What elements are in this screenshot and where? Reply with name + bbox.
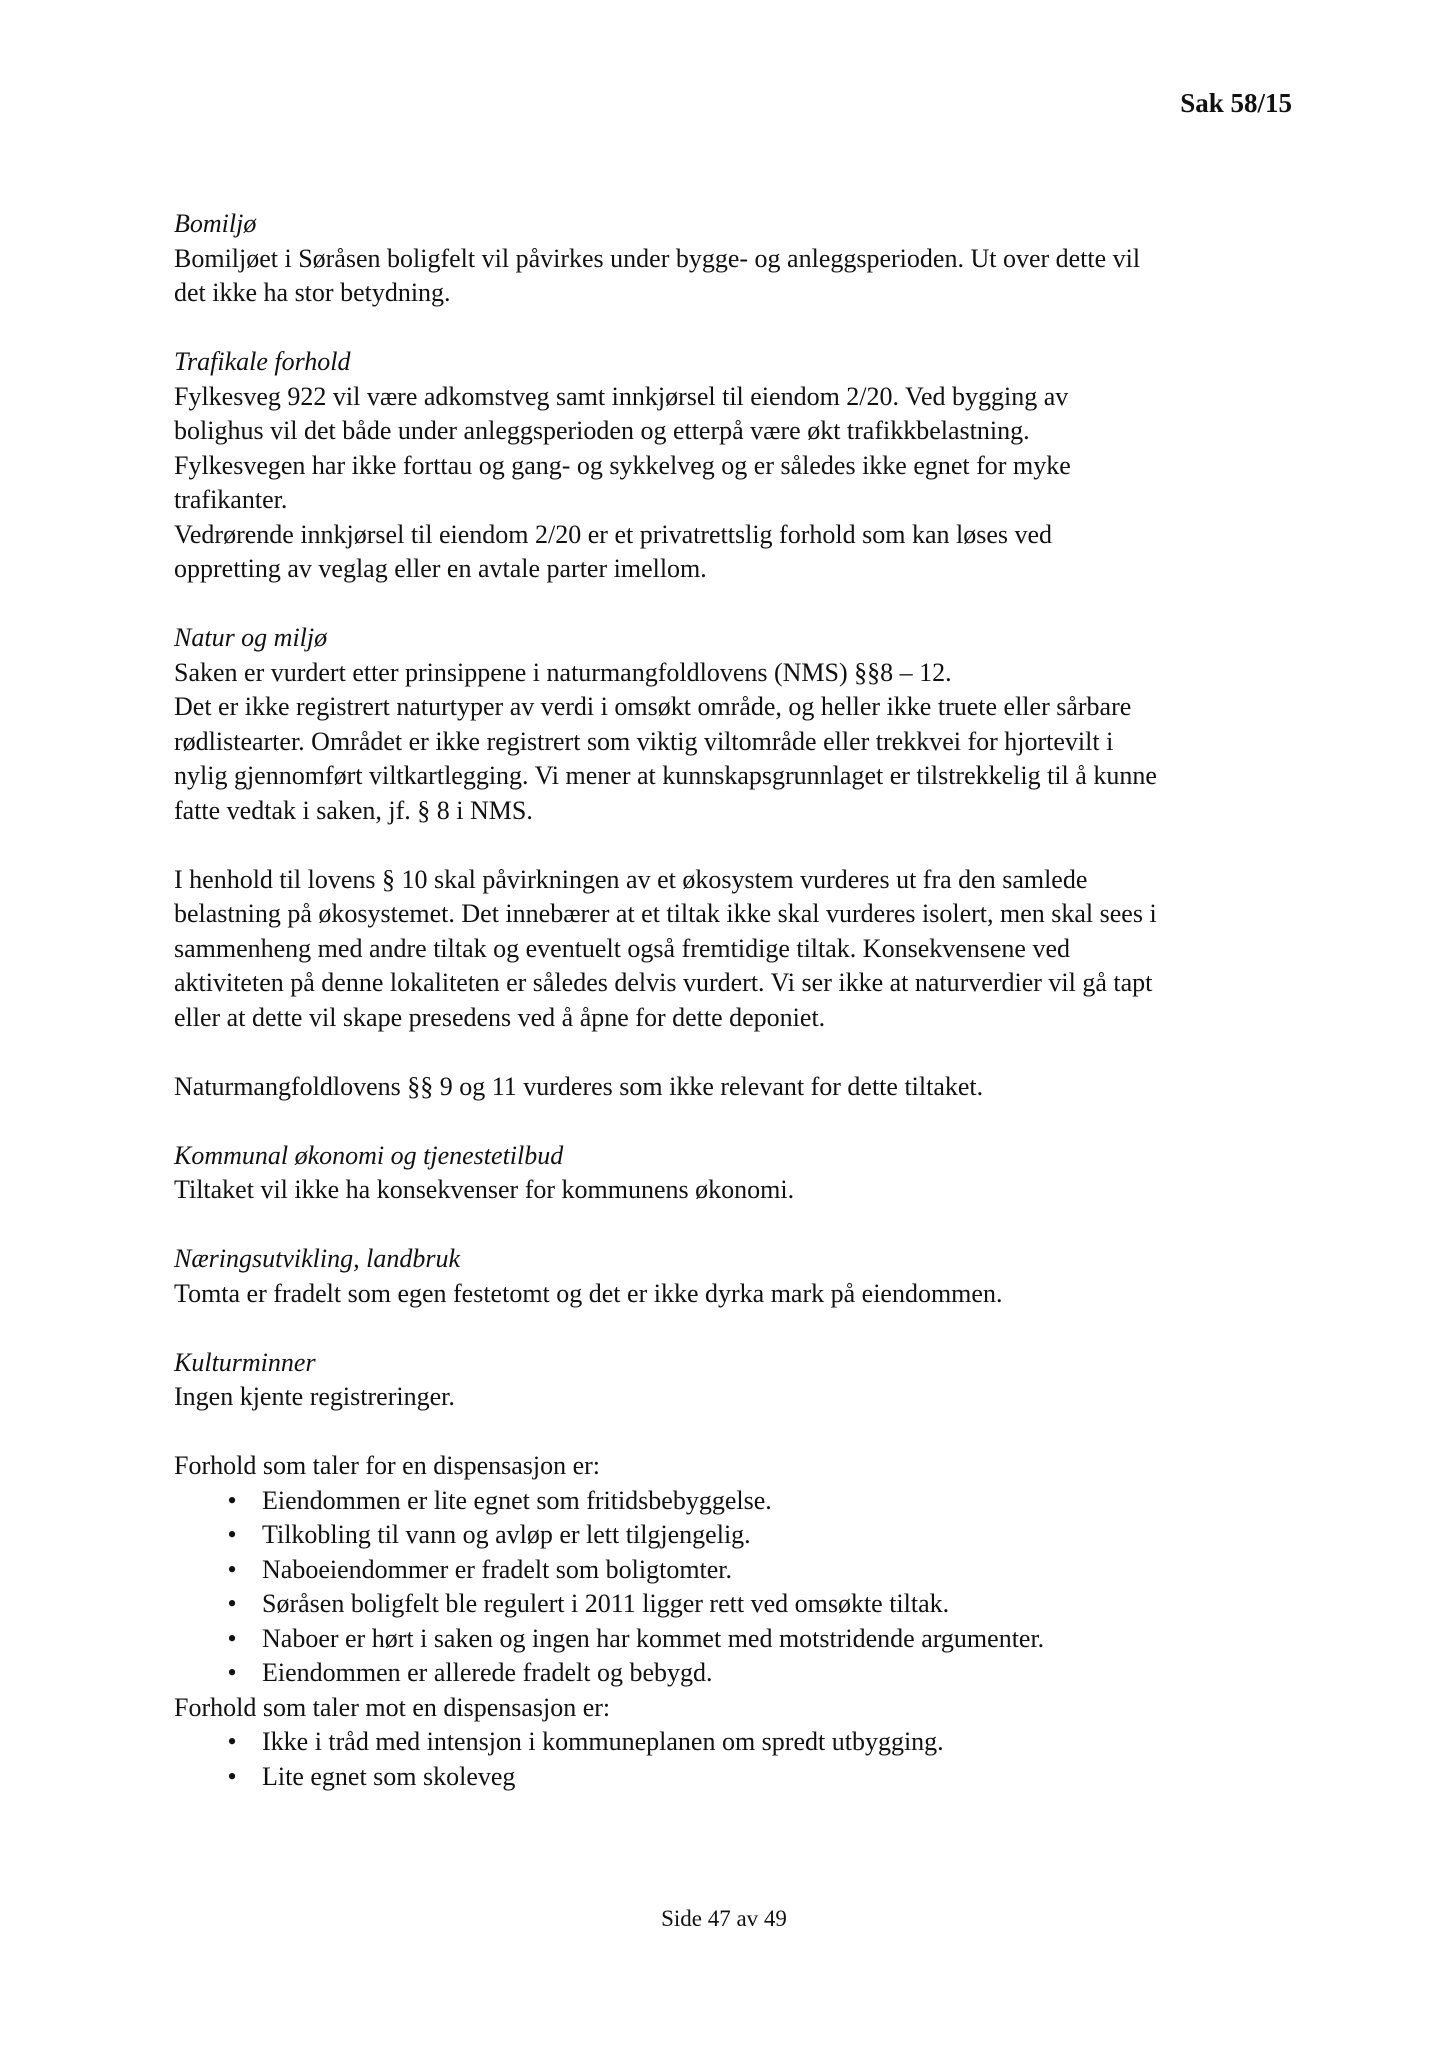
list-item — [174, 1656, 1304, 1691]
bullet-icon: • — [227, 1485, 237, 1515]
list-item — [174, 1484, 1304, 1519]
paragraph-line: Tiltaket vil ikke ha konsekvenser for kommunens økonomi. — [174, 1175, 795, 1204]
paragraph-paragraphs-9-11 — [174, 1070, 1304, 1105]
bullet-icon: • — [227, 1727, 237, 1756]
list-item-text: Ikke i tråd med intensjon i kommuneplanen om spredt utbygging. — [262, 1727, 944, 1756]
list-intro: Forhold som taler mot en dispensasjon er: — [174, 1692, 611, 1722]
page-number: Side 47 av 49 — [661, 1906, 787, 1931]
bullet-icon: • — [227, 1658, 237, 1687]
list-item — [174, 1622, 1304, 1657]
paragraph-line: bolighus vil det både under anleggsperioden og etterpå være økt trafikkbelastning. — [174, 416, 1030, 445]
list-item-text: Naboeiendommer er fradelt som boligtomter. — [262, 1554, 733, 1584]
case-number: Sak 58/15 — [1180, 88, 1292, 118]
paragraph-line: Fylkesveg 922 vil være adkomstveg samt innkjørsel til eiendom 2/20. Ved bygging av — [174, 381, 1069, 411]
bullet-icon: • — [227, 1761, 237, 1791]
paragraph-line: Ingen kjente registreringer. — [174, 1382, 455, 1411]
paragraph-line: Fylkesvegen har ikke forttau og gang- og sykkelveg og er således ikke egnet for myke — [174, 450, 1071, 480]
section-heading: Kommunal økonomi og tjenestetilbud — [174, 1140, 564, 1170]
paragraph-line: sammenheng med andre tiltak og eventuelt også fremtidige tiltak. Konsekvensene ved — [174, 933, 1071, 963]
list-item-text: Eiendommen er allerede fradelt og bebygd. — [262, 1658, 713, 1687]
list-item — [174, 1725, 1304, 1760]
section-bomiljo — [174, 207, 1304, 311]
bullet-list — [174, 1484, 1304, 1691]
section-heading: Natur og miljø — [174, 623, 328, 652]
paragraph-line: oppretting av veglag eller en avtale parter imellom. — [174, 554, 707, 583]
list-item-text: Eiendommen er lite egnet som fritidsbebyggelse. — [262, 1485, 772, 1515]
list-item-text: Lite egnet som skoleveg — [262, 1761, 516, 1791]
for-dispensation-list — [174, 1449, 1304, 1691]
paragraph-line: I henhold til lovens § 10 skal påvirkningen av et økosystem vurderes ut fra den samlede — [174, 864, 1088, 894]
list-item — [174, 1518, 1304, 1553]
paragraph-line: Bomiljøet i Søråsen boligfelt vil påvirkes under bygge- og anleggsperioden. Ut over dette vil — [174, 243, 1141, 273]
paragraph-line: Det er ikke registrert naturtyper av verdi i omsøkt område, og heller ikke truete eller sårbare — [174, 692, 1132, 721]
list-item — [174, 1553, 1304, 1588]
against-dispensation-list — [174, 1691, 1304, 1795]
section-kulturminner — [174, 1346, 1304, 1415]
list-item — [174, 1587, 1304, 1622]
section-kommunal-okonomi — [174, 1139, 1304, 1208]
section-naeringsutvikling — [174, 1242, 1304, 1311]
paragraph-line: trafikanter. — [174, 485, 288, 514]
bullet-icon: • — [227, 1520, 237, 1549]
document-body — [174, 207, 1304, 1794]
paragraph-line: Tomta er fradelt som egen festetomt og det er ikke dyrka mark på eiendommen. — [174, 1278, 1003, 1308]
paragraph-line: belastning på økosystemet. Det innebærer at et tiltak ikke skal vurderes isolert, men skal sees i — [174, 899, 1157, 928]
section-heading: Bomiljø — [174, 209, 257, 238]
paragraph-line: rødlistearter. Området er ikke registrert som viktig viltområde eller trekkvei for hjortevilt i — [174, 726, 1114, 756]
paragraph-line: det ikke ha stor betydning. — [174, 278, 451, 307]
paragraph-lovens-10 — [174, 863, 1304, 1036]
section-heading: Kulturminner — [174, 1347, 316, 1377]
section-heading: Trafikale forhold — [174, 347, 351, 376]
list-intro: Forhold som taler for en dispensasjon er: — [174, 1451, 601, 1480]
section-trafikale-forhold — [174, 345, 1304, 587]
section-natur-og-miljo — [174, 621, 1304, 828]
bullet-icon: • — [227, 1554, 237, 1584]
paragraph-line: aktiviteten på denne lokaliteten er således delvis vurdert. Vi ser ikke at naturverdier vil gå tapt — [174, 968, 1153, 997]
paragraph-line: Saken er vurdert etter prinsippene i naturmangfoldlovens (NMS) §§8 – 12. — [174, 657, 952, 687]
paragraph-line: nylig gjennomført viltkartlegging. Vi mener at kunnskapsgrunnlaget er tilstrekkelig til å kunne — [174, 761, 1157, 790]
paragraph-line: fatte vedtak i saken, jf. § 8 i NMS. — [174, 795, 533, 825]
list-item-text: Naboer er hørt i saken og ingen har kommet med motstridende argumenter. — [262, 1623, 1045, 1653]
bullet-icon: • — [227, 1589, 237, 1618]
list-item — [174, 1760, 1304, 1795]
bullet-icon: • — [227, 1623, 237, 1653]
list-item-text: Søråsen boligfelt ble regulert i 2011 ligger rett ved omsøkte tiltak. — [262, 1589, 950, 1618]
paragraph-line: eller at dette vil skape presedens ved å åpne for dette deponiet. — [174, 1002, 826, 1032]
paragraph-line: Naturmangfoldlovens §§ 9 og 11 vurderes som ikke relevant for dette tiltaket. — [174, 1071, 984, 1101]
paragraph-line: Vedrørende innkjørsel til eiendom 2/20 er et privatrettslig forhold som kan løses ved — [174, 519, 1053, 549]
section-heading: Næringsutvikling, landbruk — [174, 1244, 460, 1273]
bullet-list — [174, 1725, 1304, 1794]
list-item-text: Tilkobling til vann og avløp er lett tilgjengelig. — [262, 1520, 751, 1549]
